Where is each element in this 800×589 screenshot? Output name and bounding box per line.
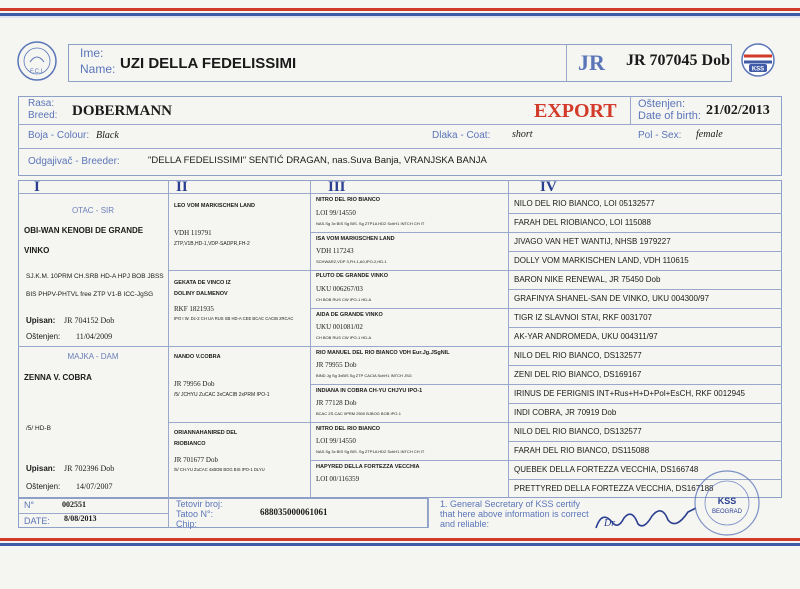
g3-line-1 (310, 232, 782, 233)
gen3-name-4: AIDA DE GRANDE VINKO (316, 312, 383, 318)
dog-name: UZI DELLA FEDELISSIMI (120, 55, 297, 72)
col-line-1 (168, 180, 169, 498)
dam-label: MAJKA - DAM (67, 352, 119, 361)
g4-line-2 (508, 251, 782, 252)
signature (592, 500, 702, 536)
g3-line-3 (310, 384, 782, 385)
gen3-titles-5: BIND Jg Sg 3xBIS Sg ZTP CACIA SchH1 INTCH JSG (316, 373, 412, 378)
sire-born: 11/04/2009 (76, 332, 113, 341)
sex-value: female (696, 129, 723, 140)
gen4-ancestor-13: NILO DEL RIO BIANCO, DS132577 (514, 427, 642, 436)
gen2-reg-2: RKF 1821935 (174, 305, 214, 313)
signature-text: Dr (604, 518, 616, 529)
col-header-1: I (34, 179, 40, 195)
stamp-center: KSS (717, 496, 737, 506)
dam-reg-label: Upisan: (26, 464, 56, 473)
colour-value: Black (96, 130, 119, 141)
g3-line-2 (310, 308, 782, 309)
sire-reg-label: Upisan: (26, 316, 56, 325)
name-label-2: Name: (80, 62, 116, 76)
gen3-reg-7: LOI 99/14550 (316, 437, 356, 445)
breed-label-2: Breed: (28, 110, 58, 121)
kss-logo-text: KSS (751, 66, 765, 73)
tattoo-label-2: Tatoo N°: (176, 509, 214, 519)
gen3-titles-2: SCHWARZ,VDP 3,FH-1,A0,IPO-2,HD-1 (316, 259, 387, 264)
reg-number: JR 707045 Dob (626, 52, 731, 69)
gen3-reg-5: JR 79955 Dob (316, 361, 357, 369)
gen2-name-4b: RIOBIANCO (174, 441, 206, 447)
fci-logo-text: F.C.I. (29, 69, 45, 75)
sire-name-2: VINKO (24, 246, 50, 255)
coat-value: short (512, 129, 533, 140)
gen3-titles-6: BCAC ZS.CAC 0PRM 2500 BJBOG BOB IPO-1 (316, 411, 401, 416)
gen4-ancestor-11: IRINUS DE FERIGNIS INT+Rus+H+D+Pol+EsCH, RKF 0012945 (514, 389, 745, 398)
gen4-ancestor-10: ZENI DEL RIO BIANCO, DS169167 (514, 370, 642, 379)
kss-logo (740, 42, 776, 78)
cert-line-3: and reliable: (440, 519, 490, 529)
gen2-reg-4: JR 701677 Dob (174, 456, 218, 464)
gen2-reg-1: VDH 119791 (174, 229, 212, 237)
g4-line-7 (508, 441, 782, 442)
doc-number: 002551 (62, 500, 86, 509)
bottom-stripe-red (0, 538, 800, 541)
export-stamp: EXPORT (534, 100, 617, 122)
gen3-name-2: ISA VOM MARKISCHEN LAND (316, 236, 395, 242)
col-header-2: II (176, 179, 188, 195)
breeder-value: "DELLA FEDELISSIMI" SENTIĆ DRAGAN, nas.Suva Banja, VRANJSKA BANJA (148, 155, 487, 166)
sire-born-label: Oštenjen: (26, 332, 61, 341)
sire-titles-2: BIS PHPV-PHTVL free ZTP V1-B ICC-JgSG (26, 291, 154, 298)
gen2-titles-1: ZTP,V1B,HD-1,VDP-SADPR,FH-2 (174, 241, 250, 247)
cert-line-1: 1. General Secretary of KSS certify (440, 499, 581, 509)
gen3-titles-1: NAS.Sg 3x BIS Sg BIS. Sg ZTP1A HD2 SchH1 INTCH CH IT (316, 221, 425, 226)
date-value: 8/08/2013 (64, 514, 97, 523)
breeder-label: Odgajivač - Breeder: (28, 156, 120, 167)
sire-label: OTAC - SIR (71, 206, 115, 215)
dob-label-1: Oštenjen: (638, 98, 686, 110)
gen4-ancestor-3: JIVAGO VAN HET WANTIJ, NHSB 1979227 (514, 237, 671, 246)
doc-number-label: N° (24, 500, 35, 510)
g2-line-2 (168, 422, 782, 423)
gen2-titles-4: /5/ CH.YU ZuCAC 4xBOB BOG BIS IPO-1 DLYU (174, 467, 265, 472)
g4-line-6 (508, 403, 782, 404)
gen3-reg-6: JR 77128 Dob (316, 399, 357, 407)
gen4-ancestor-5: BARON NIKE RENEWAL, JR 75450 Dob (514, 275, 661, 284)
g4-line-4 (508, 327, 782, 328)
col-line-3 (508, 180, 509, 498)
gen3-reg-8: LOI 00/116359 (316, 475, 360, 483)
coat-label: Dlaka - Coat: (432, 130, 491, 141)
gen4-ancestor-4: DOLLY VOM MARKISCHEN LAND, VDH 110615 (514, 256, 689, 265)
g3-line-4 (310, 460, 782, 461)
fci-logo (16, 40, 58, 82)
g4-line-5 (508, 365, 782, 366)
gen2-titles-2: IPO I W. Dc-2 CH UA RUS SB HD-A CEE BCAC CACIB 2RCAC (174, 316, 294, 321)
gen2-name-3: NANDO V.COBRA (174, 354, 221, 360)
dob-label-2: Date of birth: (638, 110, 701, 122)
dam-reg: JR 702396 Dob (64, 464, 115, 473)
footer-divider-2 (428, 498, 429, 528)
gen3-name-5: RIO MANUEL DEL RIO BIANCO VDH Eur.Jg.JSgNIL (316, 350, 450, 356)
reg-prefix: JR (578, 50, 605, 75)
top-stripe-red (0, 8, 800, 11)
col-header-3: III (328, 179, 346, 195)
gen3-reg-2: VDH 117243 (316, 247, 354, 255)
gen2-name-2b: DOLINY DALMENOV (174, 291, 228, 297)
gen2-name-2a: GEKATA DE VINCO IZ (174, 280, 231, 286)
colour-label: Boja - Colour: (28, 130, 90, 141)
gen4-ancestor-12: INDI COBRA, JR 70919 Dob (514, 408, 617, 417)
gen4-ancestor-6: GRAFINYA SHANEL-SAN DE VINKO, UKU 004300/97 (514, 294, 710, 303)
cert-line-2: that here above information is correct (440, 509, 589, 519)
gen4-ancestor-14: FARAH DEL RIO BIANCO, DS115088 (514, 446, 650, 455)
gen4-ancestor-16: PRETTYRED DELLA FORTEZZA VECCHIA, DS167188 (514, 484, 714, 493)
gen2-name-1: LEO VOM MARKISCHEN LAND (174, 203, 255, 209)
info-line-2 (18, 148, 782, 149)
gen3-titles-3: CH BOB RUS CW IPO-1 HD-A (316, 297, 372, 302)
dam-born-label: Oštenjen: (26, 482, 61, 491)
gen4-ancestor-1: NILO DEL RIO BIANCO, LOI 05132577 (514, 199, 655, 208)
bottom-stripe-blue (0, 543, 800, 546)
kss-stamp (692, 468, 762, 538)
breed-label-1: Rasa: (28, 98, 55, 109)
dam-born: 14/07/2007 (76, 482, 113, 491)
gen4-ancestor-2: FARAH DEL RIOBIANCO, LOI 115088 (514, 218, 651, 227)
gen3-reg-1: LOI 99/14550 (316, 209, 356, 217)
gen3-reg-3: UKU 006267/03 (316, 285, 363, 293)
gen2-titles-3: /5/ JCHYU ZuCAC 3xCACIB 2xPRM IPO-1 (174, 392, 270, 398)
gen2-name-4a: ORIANNAHANIRED DEL (174, 430, 238, 436)
gen4-ancestor-9: NILO DEL RIO BIANCO, DS132577 (514, 351, 642, 360)
chip-label: Chip: (176, 519, 198, 529)
sire-reg: JR 704152 Dob (64, 316, 115, 325)
gen3-titles-7: NAS.Sg 3x BIS Sg BIS. Sg ZTP1A HD2 SchH1 INTCH CH IT (316, 449, 425, 454)
info-line-1 (18, 124, 782, 125)
sire-titles-1: SJ.K.M. 10PRM CH.SRB HD-A HPJ BOB JBSS (26, 273, 164, 280)
gen3-name-6: INDIANA IN COBRA CH-YU CHJYU IPO-1 (316, 388, 423, 394)
sire-dam-line (18, 346, 782, 347)
sex-label: Pol - Sex: (638, 130, 682, 141)
g2-line-1 (168, 270, 782, 271)
stamp-sub: BEOGRAD (711, 509, 743, 515)
col-header-4: IV (540, 179, 557, 195)
sire-name-1: OBI-WAN KENOBI DE GRANDE (24, 226, 144, 235)
dob-value: 21/02/2013 (706, 103, 770, 118)
gen4-ancestor-8: AK-YAR ANDROMEDA, UKU 004311/97 (514, 332, 658, 341)
g4-line-3 (508, 289, 782, 290)
dam-name: ZENNA V. COBRA (24, 373, 92, 382)
gen3-name-1: NITRO DEL RIO BIANCO (316, 197, 381, 203)
gen2-reg-3: JR 79956 Dob (174, 380, 215, 388)
dob-divider (630, 96, 631, 124)
breed-value: DOBERMANN (72, 103, 172, 119)
gen3-titles-4: CH BOB RUS CW IPO-1 HD-A (316, 335, 372, 340)
gen3-reg-4: UKU 001081/02 (316, 323, 363, 331)
tattoo-label-1: Tetovir broj: (176, 499, 223, 509)
dam-titles: /5/ HD-B (26, 425, 51, 432)
top-stripe-white (0, 16, 800, 18)
col-line-2 (310, 180, 311, 498)
gen4-ancestor-15: QUEBEK DELLA FORTEZZA VECCHIA, DS166748 (514, 465, 699, 474)
footer-divider-1 (168, 498, 169, 528)
pedigree-header-line (18, 193, 782, 194)
name-label-1: Ime: (80, 46, 104, 60)
name-divider (566, 44, 567, 82)
gen3-name-7: NITRO DEL RIO BIANCO (316, 426, 381, 432)
gen3-name-8: HAPYRED DELLA FORTEZZA VECCHIA (316, 464, 420, 470)
chip-number: 688035000061061 (260, 507, 328, 517)
g4-line-1 (508, 213, 782, 214)
date-label: DATE: (24, 516, 50, 526)
gen3-name-3: PLUTO DE GRANDE VINKO (316, 273, 389, 279)
gen4-ancestor-7: TIGR IZ SLAVNOI STAI, RKF 0031707 (514, 313, 652, 322)
